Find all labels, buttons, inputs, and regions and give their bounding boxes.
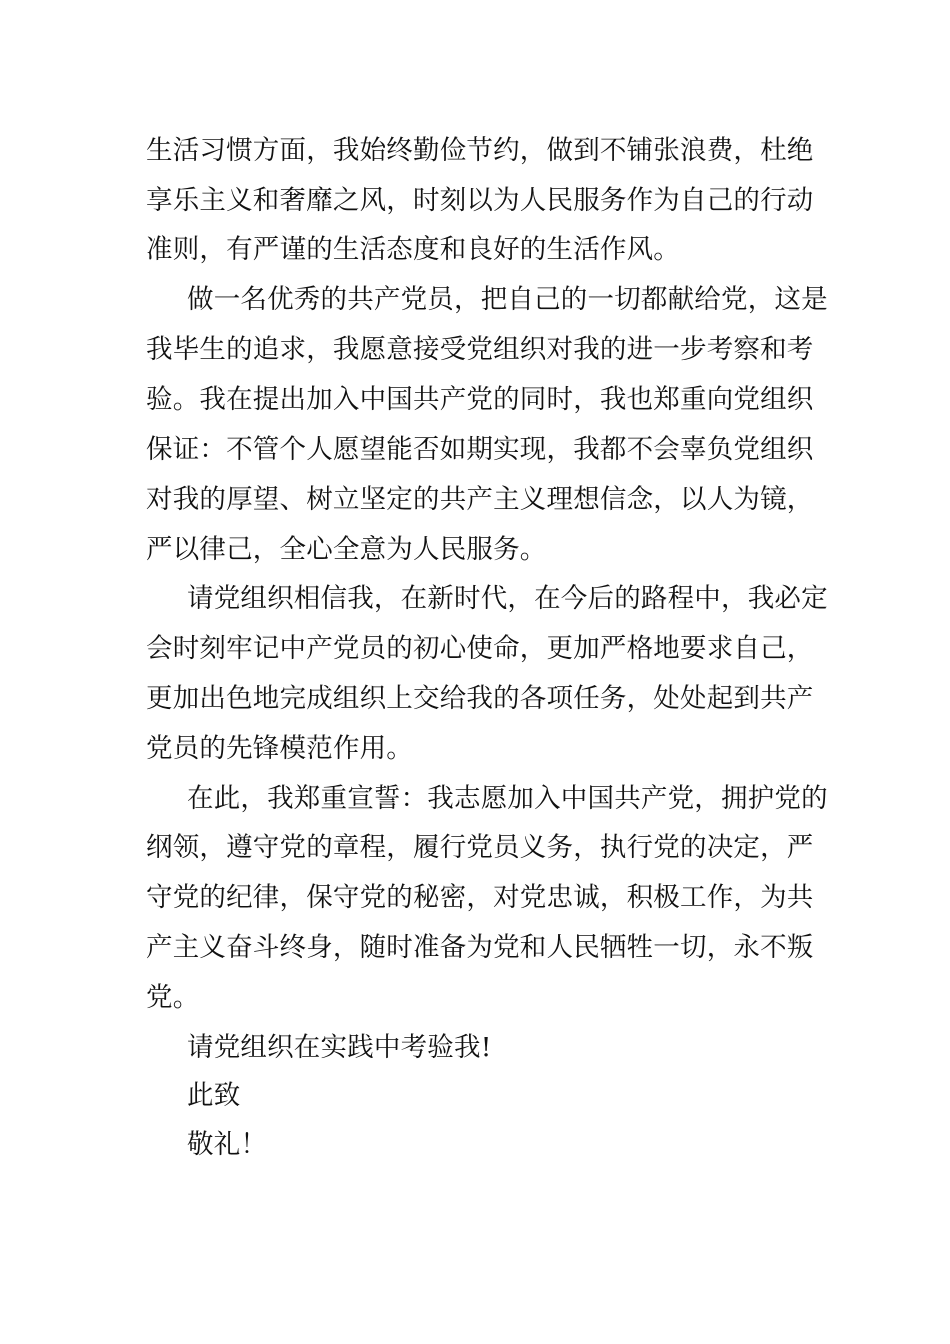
text-line: 享乐主义和奢靡之风，时刻以为人民服务作为自己的行动 [146, 185, 814, 216]
text-line: 纲领，遵守党的章程，履行党员义务，执行党的决定，严 [146, 832, 814, 863]
text-line: 党。 [146, 982, 200, 1013]
paragraph-start-line: 在此，我郑重宣誓：我志愿加入中国共产党，拥护党的 [187, 783, 828, 814]
text-line: 严以律己，全心全意为人民服务。 [146, 534, 547, 565]
closing-salutation: 此致 [187, 1080, 241, 1111]
text-line: 守党的纪律，保守党的秘密，对党忠诚，积极工作，为共 [146, 882, 814, 913]
text-line: 党员的先锋模范作用。 [146, 733, 413, 764]
paragraph-start-line: 做一名优秀的共产党员，把自己的一切都献给党，这是 [187, 284, 828, 315]
text-line: 产主义奋斗终身，随时准备为党和人民牺牲一切，永不叛 [146, 932, 814, 963]
text-line: 对我的厚望、树立坚定的共产主义理想信念，以人为镜， [146, 484, 814, 515]
text-line: 更加出色地完成组织上交给我的各项任务，处处起到共产 [146, 683, 814, 714]
text-line: 准则，有严谨的生活态度和良好的生活作风。 [146, 234, 680, 265]
text-line: 我毕生的追求，我愿意接受党组织对我的进一步考察和考 [146, 334, 814, 365]
text-line: 生活习惯方面，我始终勤俭节约，做到不铺张浪费，杜绝 [146, 135, 814, 166]
paragraph-start-line: 请党组织相信我，在新时代，在今后的路程中，我必定 [187, 583, 828, 614]
text-line: 会时刻牢记中产党员的初心使命，更加严格地要求自己， [146, 633, 814, 664]
closing-regards: 敬礼！ [187, 1129, 268, 1160]
text-line: 保证：不管个人愿望能否如期实现，我都不会辜负党组织 [146, 434, 814, 465]
closing-request-line: 请党组织在实践中考验我! [187, 1032, 492, 1063]
text-line: 验。我在提出加入中国共产党的同时，我也郑重向党组织 [146, 384, 814, 415]
